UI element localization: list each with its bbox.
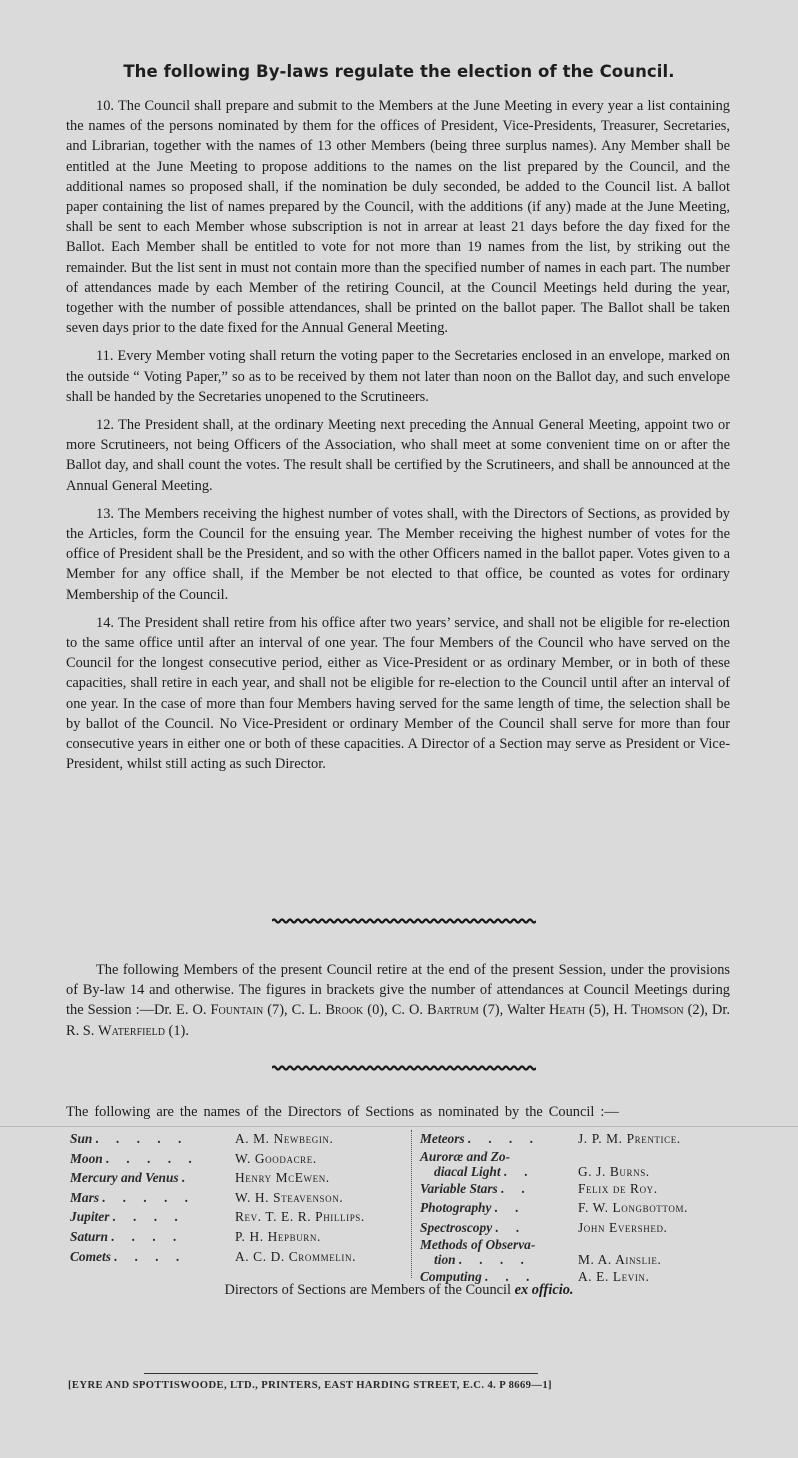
retiring-paragraph <box>66 960 730 1041</box>
director-row <box>420 1179 688 1199</box>
director-name: Felix de Roy. <box>578 1180 658 1196</box>
leader-dots: . . . . <box>468 1131 541 1146</box>
footer-rule <box>144 1373 538 1374</box>
bylaw-text: The President shall retire from his office after two years’ service, and shall not be eligible for re-election to the same office until after an interval of one year. The four Members of the Council who have served on the Council for the longest consecutive period, either as Vice-President or as ordinary Member, or in both of these capacities, shall retire in each year, and shall not be eligible for re-election to the Council until after an interval of one year. In the case of more than four Members having served for the same length of time, the selection shall be by ballot of the Council. No Vice-President or ordinary Member of the Council shall serve for more than four consecutive years in either one or both of these capacities. A Director of a Section may serve as President or Vice-President, whilst still acting as such Director. <box>66 614 730 773</box>
leader-dots: . . . . . <box>102 1189 196 1205</box>
retiring-member: H. Thomson (2), <box>613 1002 712 1019</box>
retiring-member: C. O. Bartrum (7), <box>391 1002 507 1019</box>
bylaw-number: 11. <box>96 348 114 365</box>
bylaw-text: The Members receiving the highest number of votes shall, with the Directors of Sections, as provided by the Articles, form the Council for the ensuing year. The Member receiving the highest number of votes for the office of President shall be the President, and so with the other Officers named in the ballot paper. Votes given to a Member for any office shall, if the Member be not elected to that office, be counted as votes for ordinary Membership of the Council. <box>66 505 730 603</box>
bylaw-text: The Council shall prepare and submit to the Members at the June Meeting in every year a list containing the names of the persons nominated by them for the offices of President, Vice-Presidents, Treasurer, Secretaries, and Librarian, together with the names of 13 other Members (being three surplus names). Any Member shall be entitled at the June Meeting to propose additions to the names on the list prepared by the Council, and the additional names so proposed shall, if the nomination be duly seconded, be added to the Council list. A ballot paper containing the list of names prepared by the Council, with the additions (if any) made at the June Meeting, shall be sent to each Member whose subscription is not in arrear at least 21 days before the day fixed for the Ballot. Each Member shall be entitled to vote for not more than 19 names from the list, by striking out the remainder. But the list sent in must not contain more than the specified number of names in each part. The number of attendances made by each Member of the retiring Council, at the Council Meetings held during the year, together with the number of possible attendances, shall be printed on the ballot paper. The Ballot shall be taken seven days prior to the date fixed for the Annual General Meeting. <box>66 98 730 337</box>
leader-dots: . . . . <box>458 1252 532 1268</box>
retiring-intro: The following Members of the present Council retire at the end of the present Session, under the provisions of By-law 14 and otherwise. The figures in brackets give the number of attendances at Council Meetings during the Session :— <box>66 962 730 1019</box>
director-row <box>420 1164 688 1179</box>
leader-dots: . . <box>494 1200 526 1216</box>
wavy-divider <box>272 917 536 925</box>
director-row <box>420 1198 688 1218</box>
director-row <box>420 1252 688 1267</box>
director-name: M. A. Ainslie. <box>578 1252 662 1268</box>
director-row <box>70 1188 365 1208</box>
director-row <box>70 1149 365 1169</box>
section-name: Sun . . . . . <box>70 1131 189 1146</box>
director-row <box>70 1227 365 1247</box>
director-name: P. H. Hepburn. <box>235 1228 321 1244</box>
director-name: F. W. Longbottom. <box>578 1200 688 1216</box>
bylaw-11 <box>66 346 730 407</box>
leader-dots: . . . . <box>112 1209 186 1225</box>
director-row <box>70 1247 365 1267</box>
directors-rule <box>0 1126 798 1127</box>
director-name: Rev. T. E. R. Phillips. <box>235 1209 365 1225</box>
leader-dots: . . <box>501 1180 533 1196</box>
bylaw-12 <box>66 415 730 496</box>
bylaw-number: 10. <box>96 98 114 114</box>
section-name: diacal Light . . <box>434 1163 535 1179</box>
page-title: The following By-laws regulate the election of the Council. <box>123 62 675 81</box>
bylaw-number: 14. <box>96 614 114 631</box>
section-name: Comets . . . . <box>70 1248 187 1264</box>
director-row <box>420 1149 688 1164</box>
retiring-member: Dr. E. O. Fountain (7), <box>154 1002 292 1019</box>
director-name: Henry McEwen. <box>235 1170 330 1186</box>
section-name: Moon . . . . . <box>70 1150 200 1166</box>
director-name: John Evershed. <box>578 1219 668 1235</box>
bylaw-14 <box>66 613 730 775</box>
section-name: Photography . . <box>420 1200 526 1216</box>
directors-left-column <box>70 1129 365 1266</box>
leader-dots: . . . . . <box>95 1131 189 1146</box>
directors-intro: The following are the names of the Directors of Sections as nominated by the Council :— <box>66 1104 619 1120</box>
section-name: Meteors . . . . <box>420 1131 541 1146</box>
section-name: tion . . . . <box>434 1252 532 1268</box>
director-name: G. J. Burns. <box>578 1163 650 1179</box>
bylaws-section <box>66 96 730 783</box>
leader-dots: . <box>182 1170 193 1186</box>
section-name: Methods of Observa- <box>420 1237 536 1253</box>
director-name: A. E. Levin. <box>578 1269 650 1285</box>
director-row <box>70 1129 365 1149</box>
bylaw-13 <box>66 504 730 605</box>
section-name: Saturn . . . . <box>70 1228 184 1244</box>
printer-imprint: [EYRE AND SPOTTISWOODE, LTD., PRINTERS, EAST HARDING STREET, E.C. 4. P 8669—1] <box>68 1380 552 1391</box>
leader-dots: . . . . . <box>106 1150 200 1166</box>
retiring-members-section <box>66 960 730 1041</box>
director-row <box>420 1129 688 1149</box>
section-name: Jupiter . . . . <box>70 1209 186 1225</box>
bylaw-number: 12. <box>96 417 114 434</box>
section-name: Computing . . . <box>420 1269 537 1285</box>
leader-dots: . . . . <box>114 1248 187 1264</box>
section-name: Auroræ and Zo- <box>420 1148 511 1164</box>
section-name: Mercury and Venus . <box>70 1170 193 1186</box>
director-name: A. M. Newbegin. <box>235 1131 334 1146</box>
leader-dots: . . <box>503 1163 535 1179</box>
section-name: Spectroscopy . . <box>420 1219 527 1235</box>
column-divider <box>411 1130 412 1278</box>
bylaw-text: Every Member voting shall return the voting paper to the Secretaries enclosed in an envelope, marked on the outside “ Voting Paper,” so as to be received by them not later than noon on the Ballot day, and such envelope shall be handed by the Secretaries unopened to the Scrutineers. <box>66 348 730 405</box>
section-name: Mars . . . . . <box>70 1189 196 1205</box>
retiring-member: Dr. R. S. Waterfield (1). <box>66 1002 730 1039</box>
director-row <box>420 1237 688 1252</box>
ex-officio-note: Directors of Sections are Members of the Council ex officio. <box>224 1282 574 1298</box>
director-name: A. C. D. Crommelin. <box>235 1248 357 1264</box>
wavy-divider <box>272 1064 536 1072</box>
section-name: Variable Stars . . <box>420 1180 533 1196</box>
director-name: J. P. M. Prentice. <box>578 1131 681 1146</box>
leader-dots: . . . <box>485 1269 537 1285</box>
director-row <box>70 1168 365 1188</box>
bylaw-10 <box>66 96 730 338</box>
directors-right-column <box>420 1129 688 1287</box>
leader-dots: . . <box>495 1219 527 1235</box>
director-name: W. H. Steavenson. <box>235 1189 344 1205</box>
director-row <box>70 1207 365 1227</box>
leader-dots: . . . . <box>111 1228 184 1244</box>
director-row <box>420 1218 688 1238</box>
director-name: W. Goodacre. <box>235 1150 317 1166</box>
bylaw-text: The President shall, at the ordinary Meeting next preceding the Annual General Meeting, appoint two or more Scrutineers, not being Officers of the Association, who shall meet at some convenient time on or after the Ballot day, and shall count the votes. The result shall be certified by the Scrutineers, and shall be announced at the Annual General Meeting. <box>66 417 730 494</box>
retiring-member: Walter Heath (5), <box>506 1002 614 1019</box>
retiring-member: C. L. Brook (0), <box>291 1002 392 1019</box>
bylaw-number: 13. <box>96 505 114 522</box>
